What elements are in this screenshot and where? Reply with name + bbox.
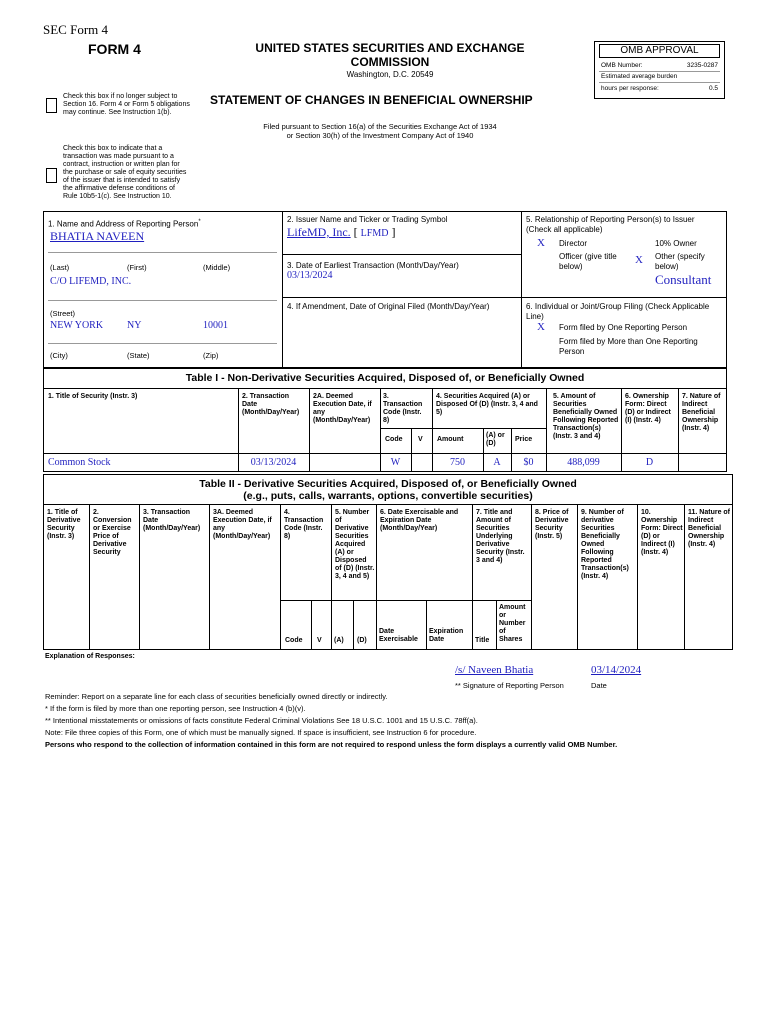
agency-location: Washington, D.C. 20549 — [346, 70, 434, 79]
box2-label: 2. Issuer Name and Ticker or Trading Symbol — [287, 215, 448, 224]
state-value: NY — [127, 320, 142, 331]
relationship-title: Consultant — [655, 272, 712, 287]
t2-h10: 10. Ownership Form: Direct (D) or Indirect (I) (Instr. 4) — [641, 509, 683, 556]
t1-sub-ad: (A) or (D) — [486, 432, 505, 447]
t1-sub-code: Code — [385, 436, 403, 443]
omb-number-label: OMB Number: — [601, 62, 643, 69]
filed-pursuant — [230, 122, 530, 140]
t1-row-code: W — [390, 457, 401, 468]
note-multiple-persons: * If the form is filed by more than one reporting person, see Instruction 4 (b)(v). — [45, 704, 306, 713]
t2-sub-code: Code — [285, 637, 303, 644]
city-label: (City) — [50, 351, 68, 360]
box4-label: 4. If Amendment, Date of Original Filed (Month/Day/Year) — [287, 302, 490, 311]
ticker-symbol: LFMD — [360, 228, 389, 239]
street-label: (Street) — [50, 309, 76, 318]
signature-label: ** Signature of Reporting Person — [455, 681, 564, 690]
city-value: NEW YORK — [50, 320, 104, 331]
one-person-label: Form filed by One Reporting Person — [559, 323, 688, 332]
director-label: Director — [559, 239, 588, 248]
t2-h3: 3. Transaction Date (Month/Day/Year) — [143, 509, 201, 532]
signature-date: 03/14/2024 — [591, 664, 642, 676]
box5-title: 5. Relationship of Reporting Person(s) to Issuer — [526, 215, 695, 224]
t2-sub-a: (A) — [334, 637, 344, 644]
t1-row-ad: A — [493, 457, 501, 468]
t2-sub-amount: Amount or Number of Shares — [499, 604, 526, 643]
note-misstatements: ** Intentional misstatements or omissions of facts constitute Federal Criminal Violations See 18 U.S.C. 1001 and 15 U.S.C. 78ff(a). — [45, 716, 478, 725]
sec-form-label: SEC Form 4 — [43, 22, 109, 37]
ten-percent-owner-label: 10% Owner — [655, 239, 697, 248]
t1-row-amount: 750 — [450, 457, 465, 468]
t2-sub-title: Title — [475, 637, 490, 644]
ticker-open-bracket: [ — [353, 225, 358, 239]
t2-h9: 9. Number of derivative Securities Beneficially Owned Following Reported Transaction(s) (Instr. 4) — [581, 509, 629, 580]
t1-h4: 4. Securities Acquired (A) or Disposed Of (D) (Instr. 3, 4 and 5) — [436, 393, 538, 416]
t2-sub-expiration: Expiration Date — [429, 628, 464, 643]
no-longer-subject-text: Check this box if no longer subject to Section 16. Form 4 or Form 5 obligations may continue. See Instruction 1(b). — [63, 93, 190, 116]
zip-value: 10001 — [203, 320, 228, 331]
t1-row-price: $0 — [523, 457, 534, 468]
t1-sub-v: V — [418, 436, 423, 443]
table-1-title: Table I - Non-Derivative Securities Acquired, Disposed of, or Beneficially Owned — [185, 372, 585, 384]
t2-h5: 5. Number of Derivative Securities Acquired (A) or Disposed of (D) (Instr. 3, 4 and 5) — [335, 509, 375, 580]
more-persons-label: Form filed by More than One Reporting Person — [559, 337, 698, 356]
t1-sub-amount: Amount — [437, 436, 464, 443]
box5-label — [526, 215, 724, 235]
box6-label: 6. Individual or Joint/Group Filing (Check Applicable Line) — [526, 302, 710, 321]
t1-row-title: Common Stock — [48, 457, 111, 468]
earliest-transaction-date: 03/13/2024 — [287, 270, 333, 281]
no-longer-subject-checkbox[interactable] — [46, 98, 57, 113]
table-2-title — [43, 478, 733, 502]
explanation-label: Explanation of Responses: — [45, 653, 135, 660]
agency-line-1: UNITED STATES SECURITIES AND EXCHANGE — [255, 41, 525, 55]
agency-line-2: COMMISSION — [350, 55, 430, 69]
table-2-title-line-1: Table II - Derivative Securities Acquired, Disposed of, or Beneficially Owned — [199, 478, 577, 490]
statement-title: STATEMENT OF CHANGES IN BENEFICIAL OWNERSHIP — [210, 93, 533, 107]
signature-value: /s/ Naveen Bhatia — [455, 664, 534, 676]
t2-h11: 11. Nature of Indirect Beneficial Ownership (Instr. 4) — [688, 509, 731, 548]
t2-h3a: 3A. Deemed Execution Date, if any (Month/Day/Year) — [213, 509, 272, 540]
rule-10b5-1-checkbox[interactable] — [46, 168, 57, 183]
t1-sub-price: Price — [515, 436, 533, 443]
t2-h6: 6. Date Exercisable and Expiration Date (Month/Day/Year) — [380, 509, 459, 532]
other-label: Other (specify below) — [655, 252, 705, 271]
ticker-close-bracket: ] — [391, 225, 396, 239]
form-title: FORM 4 — [88, 41, 141, 57]
zip-label: (Zip) — [203, 351, 219, 360]
issuer-ticker — [287, 225, 395, 240]
other-check: X — [635, 254, 643, 266]
box3-label: 3. Date of Earliest Transaction (Month/Day/Year) — [287, 261, 459, 270]
t1-row-date: 03/13/2024 — [250, 457, 297, 468]
address-value: C/O LIFEMD, INC. — [50, 276, 132, 287]
t1-h1: 1. Title of Security (Instr. 3) — [48, 393, 138, 400]
first-label: (First) — [127, 263, 147, 272]
omb-burden-label: Estimated average burden — [601, 73, 678, 80]
t1-h2a: 2A. Deemed Execution Date, if any (Month/Day/Year) — [313, 393, 372, 424]
t2-sub-d: (D) — [357, 637, 367, 644]
t1-h6: 6. Ownership Form: Direct (D) or Indirect (I) (Instr. 4) — [625, 393, 671, 424]
state-label: (State) — [127, 351, 150, 360]
last-label: (Last) — [50, 263, 70, 272]
agency-title — [220, 41, 560, 69]
t1-h5: 5. Amount of Securities Beneficially Owned Following Reported Transaction(s) (Instr. 3 and 4) — [553, 393, 619, 440]
omb-approval-box — [594, 41, 725, 99]
t1-row-form: D — [645, 457, 654, 468]
omb-number-value: 3235-0287 — [686, 62, 718, 69]
t1-h2: 2. Transaction Date (Month/Day/Year) — [242, 393, 300, 416]
omb-hours-label: hours per response: — [601, 85, 659, 92]
note-three-copies: Note: File three copies of this Form, one of which must be manually signed. If space is insufficient, see Instruction 6 for procedure. — [45, 728, 477, 737]
officer-label: Officer (give title below) — [559, 252, 617, 271]
omb-title: OMB APPROVAL — [599, 44, 720, 58]
t2-sub-exercisable: Date Exercisable — [379, 628, 418, 643]
date-label: Date — [591, 681, 607, 690]
t2-sub-v: V — [317, 637, 322, 644]
reporting-person-name[interactable]: BHATIA NAVEEN — [50, 229, 145, 243]
table-2-title-line-2: (e.g., puts, calls, warrants, options, convertible securities) — [243, 490, 533, 502]
rule-10b5-1-text: Check this box to indicate that a transaction was made pursuant to a contract, instruction or written plan for the purchase or sale of equity securities of the issuer that is intended to satisfy the affirmative defense conditions of Rule 10b5-1(c). See Instruction 10. — [63, 145, 187, 200]
t2-h2: 2. Conversion or Exercise Price of Derivative Security — [93, 509, 132, 556]
t2-h4: 4. Transaction Code (Instr. 8) — [284, 509, 324, 540]
issuer-name-link[interactable]: LifeMD, Inc. — [287, 225, 351, 239]
reminder-note: Reminder: Report on a separate line for each class of securities beneficially owned directly or indirectly. — [45, 692, 388, 701]
t1-row-owned: 488,099 — [567, 457, 600, 468]
filed-line-2: or Section 30(h) of the Investment Company Act of 1940 — [286, 131, 474, 140]
t2-h1: 1. Title of Derivative Security (Instr. 3) — [47, 509, 81, 540]
omb-hours-value: 0.5 — [708, 85, 718, 92]
persons-respond-note: Persons who respond to the collection of information contained in this form are not required to respond unless the form displays a currently valid OMB Number. — [45, 740, 618, 749]
middle-label: (Middle) — [203, 263, 231, 272]
box5-sublabel: (Check all applicable) — [526, 225, 603, 234]
t1-h7: 7. Nature of Indirect Beneficial Ownership (Instr. 4) — [682, 393, 721, 432]
one-person-check: X — [537, 321, 545, 333]
t2-h7: 7. Title and Amount of Securities Underlying Derivative Security (Instr. 3 and 4) — [476, 509, 525, 564]
filed-line-1: Filed pursuant to Section 16(a) of the Securities Exchange Act of 1934 — [263, 122, 497, 131]
box1-label: 1. Name and Address of Reporting Person* — [48, 219, 201, 229]
t1-h3: 3. Transaction Code (Instr. 8) — [383, 393, 423, 424]
t2-h8: 8. Price of Derivative Security (Instr. 5) — [535, 509, 569, 540]
director-check: X — [537, 237, 545, 249]
